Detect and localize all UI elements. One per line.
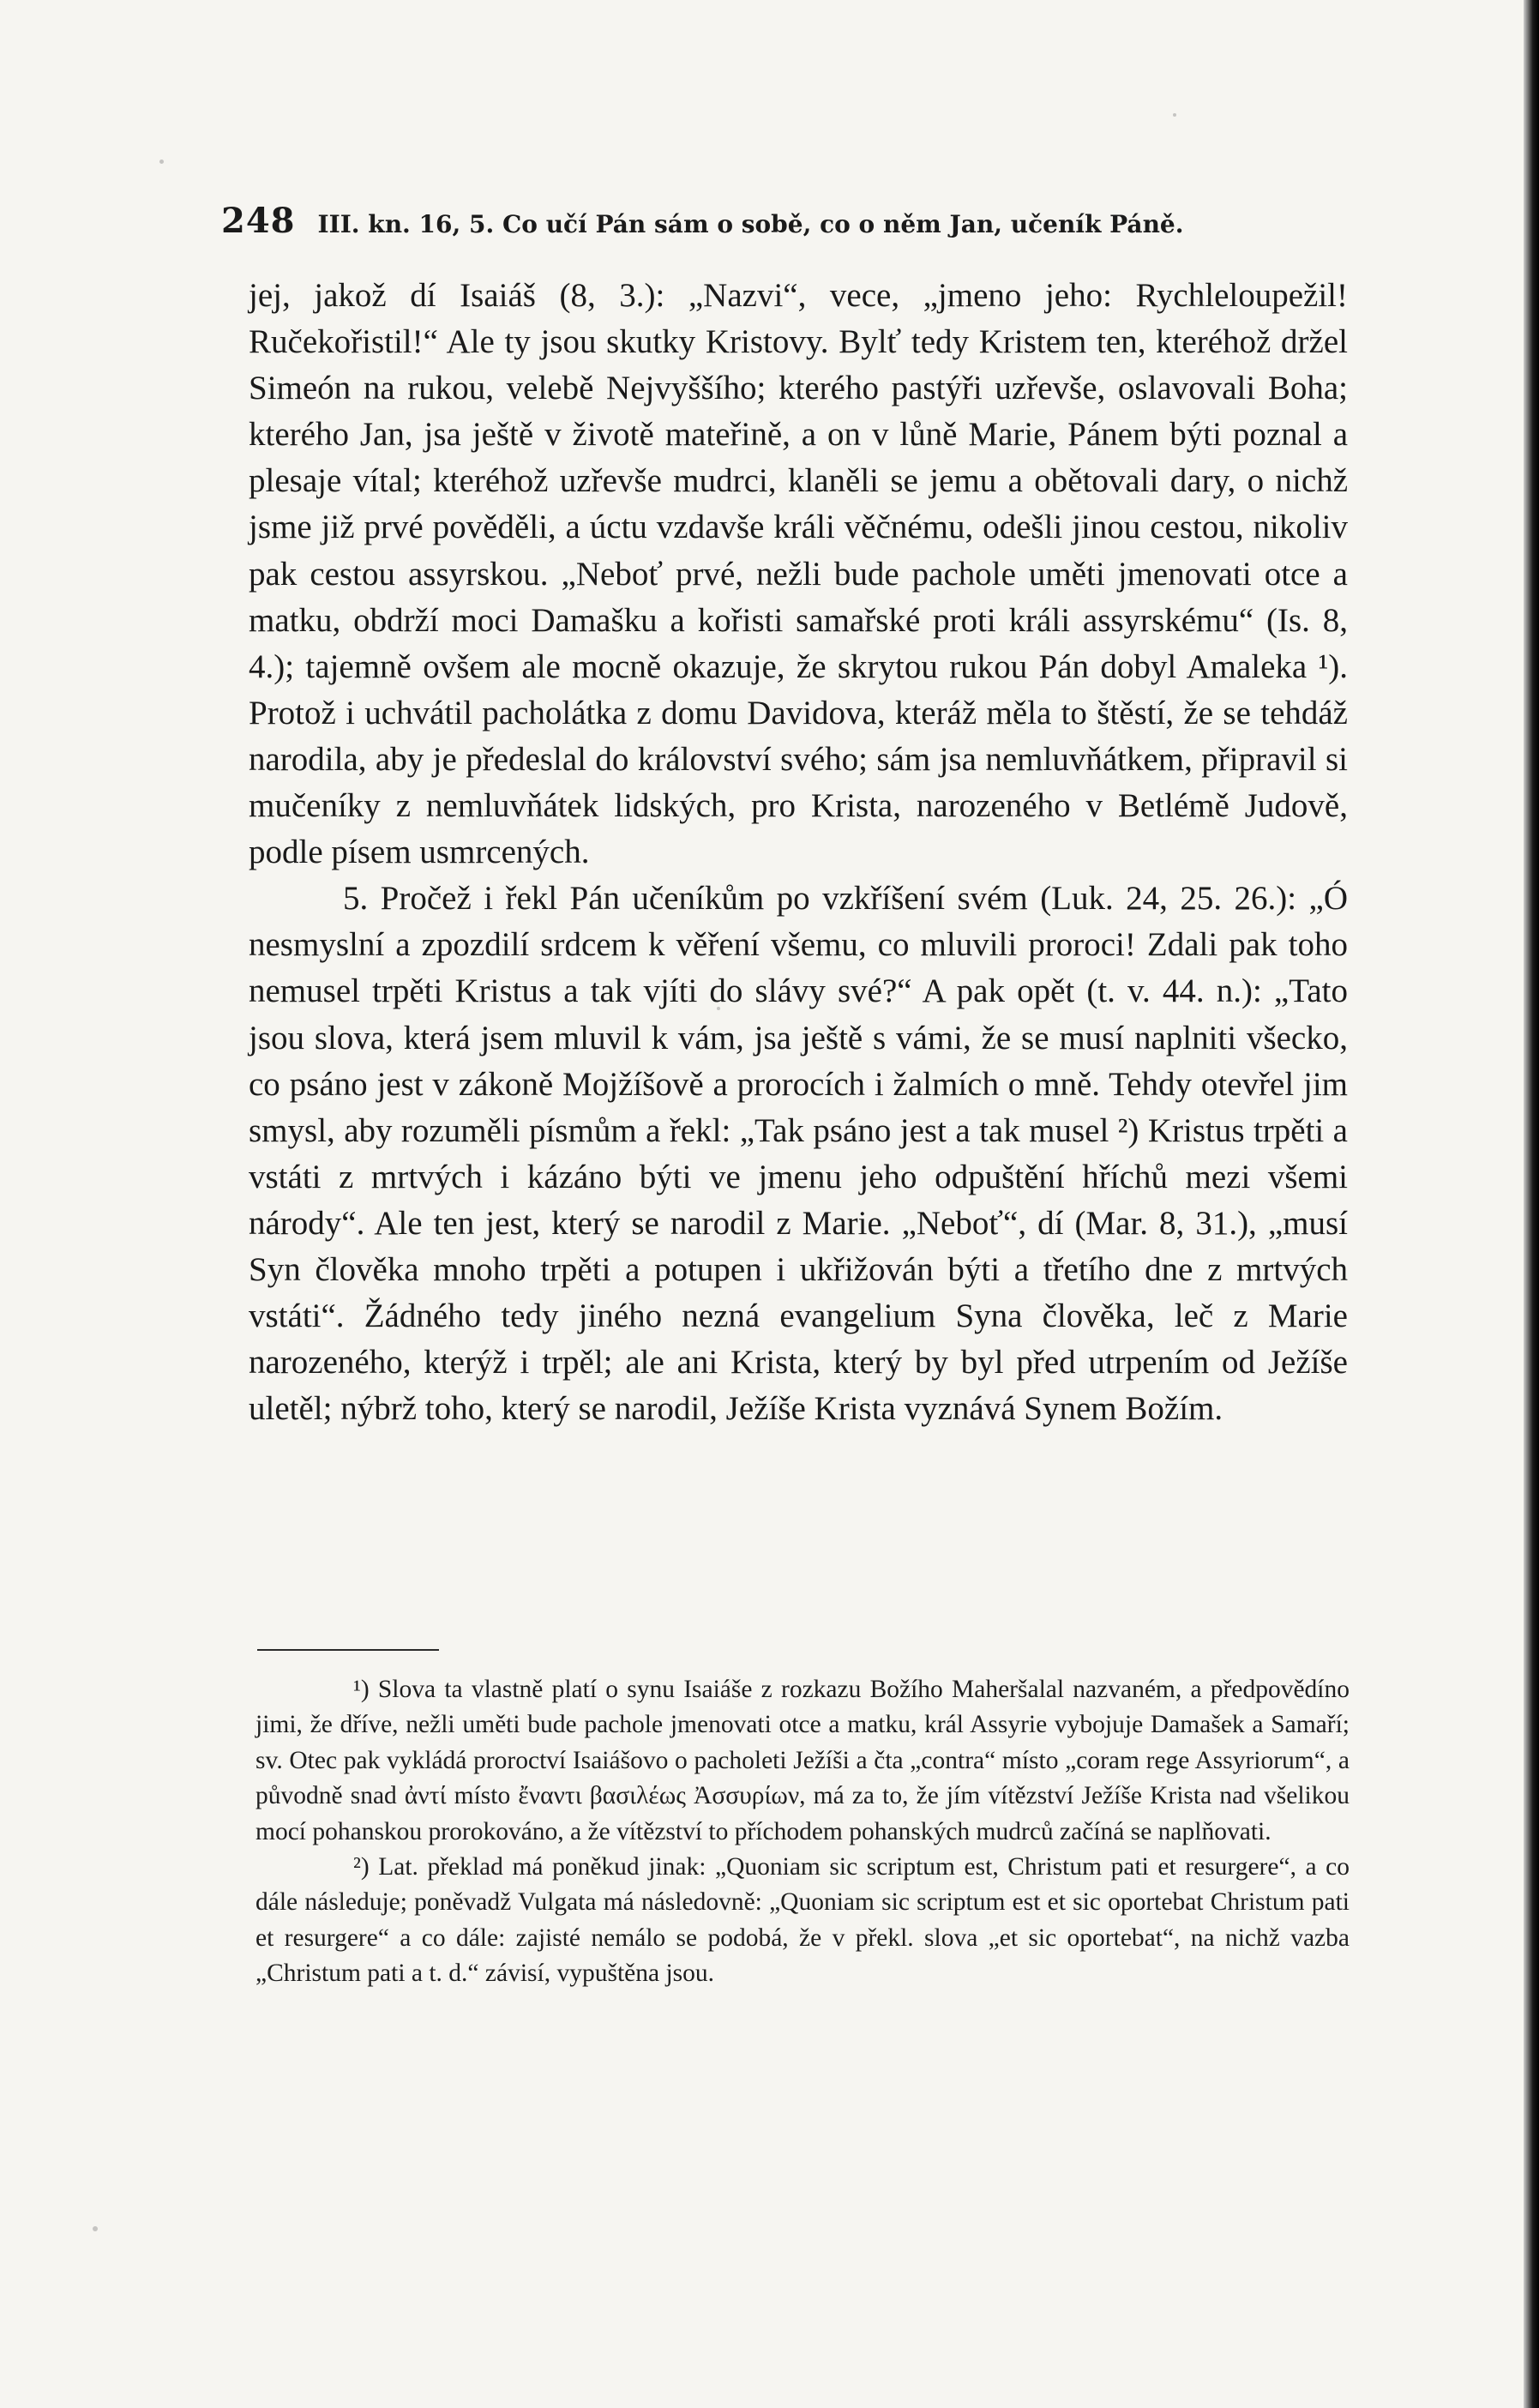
footnote-2: ²) Lat. překlad má poněkud jinak: „Quoniam sic scriptum est, Christum pati et resurgere“, a co dále následuje; poněvadž Vulgata má následovně: „Quoniam sic scriptum est et sic oportebat Christum pati et resurgere“ a co dále: zajisté nemálo se podobá, že v překl. slova „et sic oportebat“, na nichž vazba „Christum pati a t. d.“ závisí, vypuštěna jsou.: [255, 1853, 1350, 1988]
paper-speck: [1173, 113, 1176, 117]
scan-edge: [1524, 0, 1539, 2408]
running-head: III. kn. 16, 5. Co učí Pán sám o sobě, co o něm Jan, učeník Páně.: [317, 210, 1184, 238]
paragraph-1: jej, jakož dí Isaiáš (8, 3.): „Nazvi“, vece, „jmeno jeho: Rychleloupežil! Ručekořistil!“ Ale ty jsou skutky Kristovy. Bylť tedy Kristem ten, kteréhož držel Simeón na rukou, velebě Nejvyššího; kterého pastýři uzřevše, oslavovali Boha; kterého Jan, jsa ještě v životě mateřině, a on v lůně Marie, Pánem býti poznal a plesaje vítal; kteréhož uzřevše mudrci, klaněli se jemu a obětovali dary, o nichž jsme již prvé pověděli, a úctu vzdavše králi věčnému, odešli jinou cestou, nikoliv pak cestou assyrskou. „Neboť prvé, nežli bude pachole uměti jmenovati otce a matku, obdrží moci Damašku a kořisti samařské proti králi assyrskému“ (Is. 8, 4.); tajemně ovšem ale mocně okazuje, že skrytou rukou Pán dobyl Amaleka ¹). Protož i uchvátil pacholátka z domu Davidova, kteráž měla to štěstí, že se tehdáž narodila, aby je předeslal do království svého; sám jsa nemluvňátkem, připravil si mučeníky z nemluvňátek lidských, pro Krista, narozeného v Betlémě Judově, podle písem usmrcených.: [249, 277, 1348, 871]
paper-speck: [93, 2226, 98, 2231]
page-header: [221, 201, 1327, 241]
paper-speck: [717, 1007, 720, 1010]
footnote-rule: [257, 1649, 439, 1651]
paper-speck: [159, 160, 164, 164]
paragraph-2: 5. Pročež i řekl Pán učeníkům po vzkříšení svém (Luk. 24, 25. 26.): „Ó nesmyslní a zpozdilí srdcem k věření všemu, co mluvili proroci! Zdali pak toho nemusel trpěti Kristus a tak vjíti do slávy své?“ A pak opět (t. v. 44. n.): „Tato jsou slova, která jsem mluvil k vám, jsa ještě s vámi, že se musí naplniti všecko, co psáno jest v zákoně Mojžíšově a prorocích i žalmích o mně. Tehdy otevřel jim smysl, aby rozuměli písmům a řekl: „Tak psáno jest a tak musel ²) Kristus trpěti a vstáti z mrtvých i kázáno býti ve jmenu jeho odpuštění hříchů mezi všemi národy“. Ale ten jest, který se narodil z Marie. „Neboť“, dí (Mar. 8, 31.), „musí Syn člověka mnoho trpěti a potupen i ukřižován býti a třetího dne z mrtvých vstáti“. Žádného tedy jiného nezná evangelium Syna člověka, leč z Marie narozeného, kterýž i trpěl; ale ani Krista, který by byl před utrpením od Ježíše uletěl; nýbrž toho, který se narodil, Ježíše Krista vyznává Synem Božím.: [249, 880, 1348, 1428]
body-text: [249, 273, 1348, 1432]
footnote-1: ¹) Slova ta vlastně platí o synu Isaiáše z rozkazu Božího Maheršalal nazvaném, a předpovědíno jimi, že dříve, nežli uměti bude pachole jmenovati otce a matku, král Assyrie vybojuje Damašek a Samaří; sv. Otec pak vykládá proroctví Isaiášovo o pacholeti Ježíši a čta „contra“ místo „coram rege Assyriorum“, a původně snad ἀντί místo ἔναντι βασιλέως Ἀσσυρίων, má za to, že jím vítězství Ježíše Krista nad všelikou mocí pohanskou prorokováno, a že vítězství to příchodem pohanských mudrců začíná se naplňovati.: [255, 1676, 1350, 1845]
footnotes: [255, 1672, 1350, 1992]
page-number: 248: [221, 201, 296, 241]
